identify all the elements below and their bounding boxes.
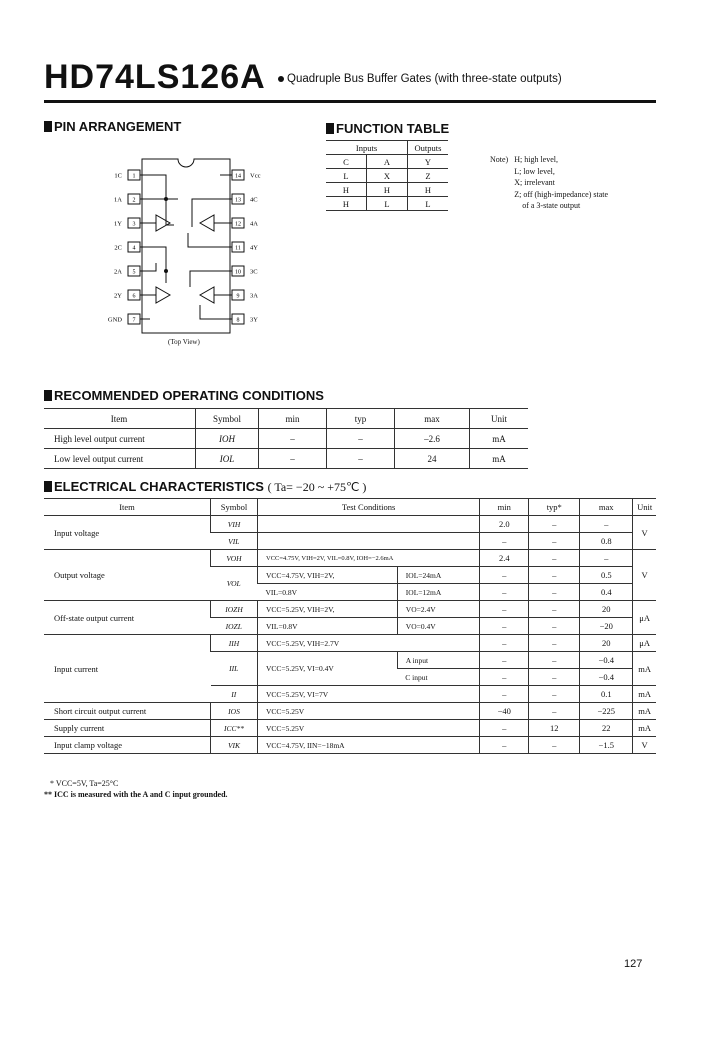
junction-dot [165,198,168,201]
header-rule [44,100,656,103]
min-cell: – [480,635,529,652]
symbol-cell: VIK [211,737,258,754]
table-cell: – [327,449,395,469]
table-row [44,516,656,533]
table-cell: L [326,169,367,183]
pin-label: GND [107,316,122,324]
table-cell: IOL [196,449,259,469]
condition-cell [258,516,480,533]
typ-cell: – [529,686,580,703]
max-cell: −225 [580,703,633,720]
pin-number: 9 [236,293,240,300]
note-line: L; low level, [514,166,555,176]
pin-label: 1A [114,196,122,204]
outputs-group-header: Outputs [408,141,449,155]
bullet-icon [278,76,284,82]
symbol-cell: IOZH [211,601,258,618]
max-cell: – [580,516,633,533]
symbol-cell: IOZL [211,618,258,635]
buffer-gate-1 [150,195,178,231]
typ-cell: – [529,516,580,533]
column-header: C [326,155,367,169]
condition-cell: VO=0.4V [397,618,479,635]
table-row [44,550,656,567]
unit-cell: μA [633,601,656,635]
min-cell: – [480,737,529,754]
column-header: Y [408,155,449,169]
typ-cell: – [529,703,580,720]
table-cell: – [259,429,327,449]
table-cell: L [367,197,408,211]
symbol-cell: VOH [211,550,258,567]
pin-number: 13 [235,197,241,204]
function-table-notes [490,154,608,212]
pin-label: 3A [250,292,258,300]
condition-cell: VCC=5.25V, VI=7V [258,686,480,703]
function-table-heading [326,121,449,136]
unit-cell: V [633,550,656,601]
max-cell: 20 [580,635,633,652]
max-cell: 22 [580,720,633,737]
pin-arrangement-heading [44,119,181,134]
max-cell: 0.5 [580,567,633,584]
pin-number: 5 [132,269,136,276]
pin-label: 4Y [250,244,258,252]
footnote: * VCC=5V, Ta=25°C [50,779,119,788]
item-cell: Off-state output current [44,601,211,635]
table-cell: H [367,183,408,197]
max-cell: −1.5 [580,737,633,754]
condition-cell: VCC=5.25V, VIH=2.7V [258,635,480,652]
column-header: Symbol [211,499,258,516]
typ-cell: – [529,550,580,567]
table-row [326,155,448,169]
min-cell: – [480,669,529,686]
table-cell: X [367,169,408,183]
typ-cell: – [529,618,580,635]
symbol-cell: VIL [211,533,258,550]
note-line: X; irrelevant [514,178,555,187]
max-cell: – [580,550,633,567]
pin-arrangement-heading-text: PIN ARRANGEMENT [54,119,182,134]
column-header: Item [44,409,196,429]
table-cell: Z [408,169,449,183]
typ-cell: – [529,652,580,669]
min-cell: – [480,533,529,550]
condition-cell: IOL=12mA [397,584,479,601]
condition-cell: VCC=4.75V, VIH=2V, [258,567,398,584]
min-cell: – [480,584,529,601]
column-header: A [367,155,408,169]
pin-number: 8 [236,317,240,324]
typ-cell: 12 [529,720,580,737]
condition-cell: VCC=4.75V, IIN=−18mA [258,737,480,754]
buffer-gate-2 [150,247,170,303]
condition-cell: IOL=24mA [397,567,479,584]
min-cell: 2.0 [480,516,529,533]
column-header: Unit [633,499,656,516]
electrical-heading [44,479,366,495]
recommended-table [44,408,528,469]
table-row [326,141,448,155]
note-line: of a 3-state output [522,201,581,210]
right-pins [220,170,261,324]
max-cell: 20 [580,601,633,618]
symbol-cell: IIL [211,652,258,686]
column-header: Item [44,499,211,516]
pin-number: 3 [132,221,136,228]
table-cell: IOH [196,429,259,449]
pin-number: 14 [235,173,241,180]
pin-number: 2 [132,197,136,204]
pin-number: 1 [132,173,136,180]
pin-label: 4C [250,196,258,204]
table-cell: mA [470,429,529,449]
item-cell: Output voltage [44,550,211,601]
note-line: H; high level, [514,155,558,164]
pin-diagram [100,155,280,350]
pin-number: 11 [235,245,241,252]
inputs-group-header: Inputs [326,141,408,155]
gate-1-control [150,175,166,213]
min-cell: – [480,652,529,669]
min-cell: – [480,720,529,737]
unit-cell: mA [633,686,656,703]
min-cell: – [480,686,529,703]
column-header: max [580,499,633,516]
pin-label: 2Y [114,292,122,300]
column-header: Unit [470,409,529,429]
min-cell: 2.4 [480,550,529,567]
part-number-title: HD74LS126A [44,58,266,96]
typ-cell: – [529,567,580,584]
table-row [44,737,656,754]
table-row [326,169,448,183]
max-cell: 0.1 [580,686,633,703]
table-cell: High level output current [44,429,196,449]
recommended-heading-text: RECOMMENDED OPERATING CONDITIONS [54,388,324,403]
max-cell: −0.4 [580,652,633,669]
min-cell: – [480,618,529,635]
pin-label: 3C [250,268,258,276]
item-cell: Input current [44,635,211,703]
column-header: Symbol [196,409,259,429]
item-cell: Short circuit output current [44,703,211,720]
ic-package-outline [142,159,230,333]
pin-number: 6 [132,293,136,300]
item-cell: Input voltage [44,516,211,550]
table-cell: – [327,429,395,449]
pin-number: 4 [132,245,136,252]
unit-cell: mA [633,703,656,720]
electrical-table [44,498,656,754]
junction-dot [165,270,168,273]
unit-cell: μA [633,635,656,652]
condition-cell: C input [397,669,479,686]
min-cell: −40 [480,703,529,720]
column-header: min [259,409,327,429]
table-row [44,601,656,618]
table-cell: mA [470,449,529,469]
table-cell: –2.6 [395,429,470,449]
table-header-row [44,409,528,429]
typ-cell: – [529,669,580,686]
condition-cell [258,533,480,550]
table-cell: H [326,183,367,197]
condition-cell: VCC=4.75V, VIH=2V, VIL=0.8V, IOH=−2.6mA [258,550,480,567]
max-cell: 0.4 [580,584,633,601]
condition-cell: VO=2.4V [397,601,479,618]
symbol-cell: IOS [211,703,258,720]
subtitle [278,73,562,85]
table-row [44,635,656,652]
min-cell: – [480,601,529,618]
condition-cell: VCC=5.25V [258,703,480,720]
footnote: ** ICC is measured with the A and C input grounded. [44,790,228,799]
condition-cell: VCC=5.25V, VIH=2V, [258,601,398,618]
column-header: Test Conditions [258,499,480,516]
table-row [44,429,528,449]
table-cell: H [326,197,367,211]
pin-diagram-caption: (Top View) [168,338,200,346]
recommended-heading [44,388,324,403]
unit-cell: mA [633,652,656,686]
note-line: Z; off (high-impedance) state [514,189,609,199]
typ-cell: – [529,737,580,754]
pin-label: 4A [250,220,258,228]
pin-label: Vcc [250,172,261,180]
function-table [326,140,448,211]
table-cell: H [408,183,449,197]
left-pins [108,170,150,324]
pin-label: 2A [114,268,122,276]
electrical-heading-condition: ( Ta= −20 ~ +75℃ ) [267,480,367,494]
pin-number: 12 [235,221,241,228]
table-cell: 24 [395,449,470,469]
buffer-gate-4 [188,199,220,247]
typ-cell: – [529,584,580,601]
min-cell: – [480,567,529,584]
symbol-cell: VIH [211,516,258,533]
condition-cell: A input [397,652,479,669]
typ-cell: – [529,601,580,618]
table-row [44,720,656,737]
electrical-heading-text: ELECTRICAL CHARACTERISTICS [54,479,264,494]
max-cell: −20 [580,618,633,635]
condition-cell: VIL=0.8V [258,584,398,601]
max-cell: 0.8 [580,533,633,550]
section-square-icon [44,481,52,492]
table-row [326,183,448,197]
unit-cell: V [633,737,656,754]
symbol-cell: ICC** [211,720,258,737]
pin-number: 7 [132,317,136,324]
pin-label: 3Y [250,316,258,324]
table-cell: Low level output current [44,449,196,469]
column-header: min [480,499,529,516]
column-header: typ* [529,499,580,516]
max-cell: −0.4 [580,669,633,686]
symbol-cell: VOL [211,567,258,601]
page-number: 127 [624,958,643,970]
typ-cell: – [529,635,580,652]
column-header: typ [327,409,395,429]
unit-cell: V [633,516,656,550]
item-cell: Input clamp voltage [44,737,211,754]
function-table-heading-text: FUNCTION TABLE [336,121,450,136]
pin-label: 1Y [114,220,122,228]
table-row [44,449,528,469]
table-header-row [44,499,656,516]
footnotes [44,778,228,800]
unit-cell: mA [633,720,656,737]
symbol-cell: II [211,686,258,703]
table-cell: L [408,197,449,211]
column-header: max [395,409,470,429]
section-square-icon [44,121,52,132]
condition-cell: VIL=0.8V [258,618,398,635]
buffer-gate-3 [190,271,220,319]
subtitle-text: Quadruple Bus Buffer Gates (with three-state outputs) [287,73,562,85]
symbol-cell: IIH [211,635,258,652]
note-label: Note) [490,155,509,164]
table-row [326,197,448,211]
item-cell: Supply current [44,720,211,737]
section-square-icon [326,123,334,134]
table-cell: – [259,449,327,469]
pin-label: 1C [114,172,122,180]
pin-number: 10 [235,269,241,276]
condition-cell: VCC=5.25V [258,720,480,737]
pin-label: 2C [114,244,122,252]
section-square-icon [44,390,52,401]
typ-cell: – [529,533,580,550]
table-row [44,703,656,720]
buffer-gates [150,175,220,319]
condition-cell: VCC=5.25V, VI=0.4V [258,652,398,686]
